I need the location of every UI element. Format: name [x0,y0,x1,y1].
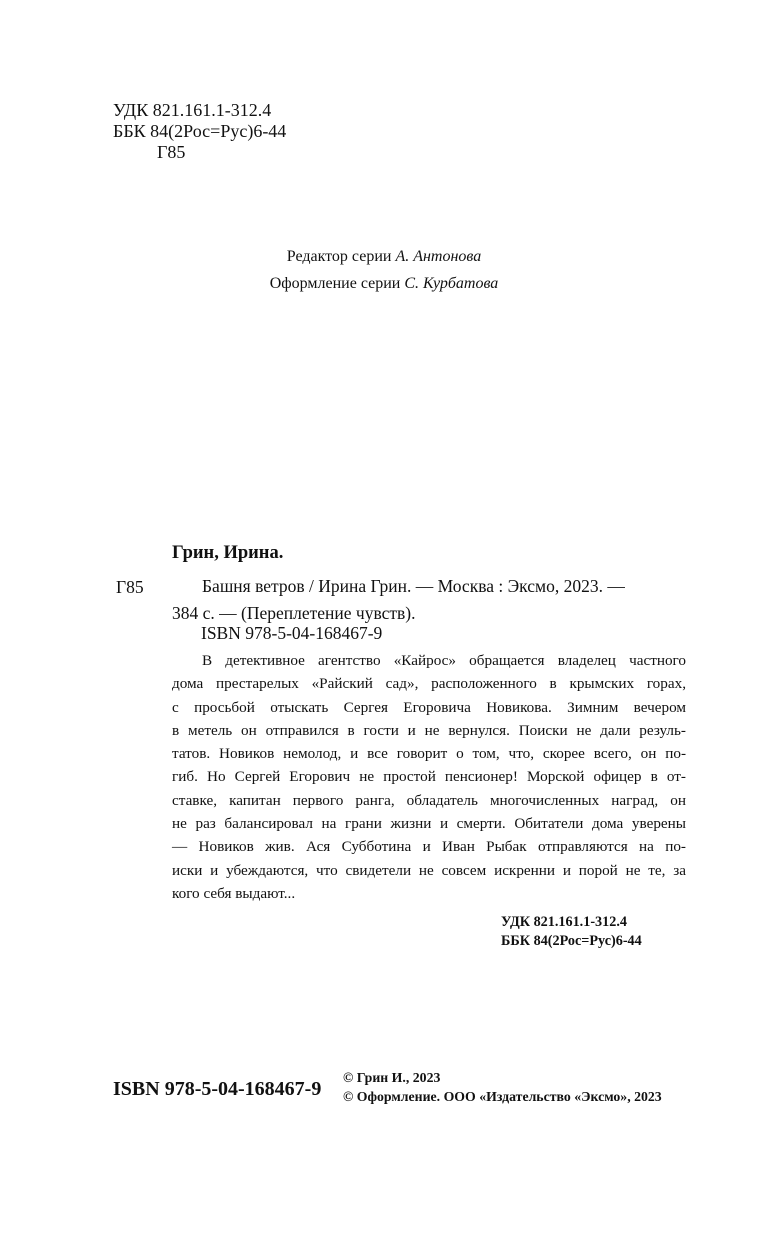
bbk-code: ББК 84(2Рос=Рус)6-44 [113,121,287,141]
description-line: Башня ветров / Ирина Грин. — Москва : Эксмо, 2023. — [202,576,625,596]
editor-name: А. Антонова [395,248,482,265]
annotation-line: В детективное агентство «Кайрос» обращается владелец частного [202,652,686,669]
author-heading: Грин, Ирина. [172,543,284,563]
annotation-line: с просьбой отыскать Сергея Егоровича Новикова. Зимним вечером [172,698,686,716]
annotation-line: иски и убеждаются, что свидетели не совсем искренни и порой не те, за [172,861,686,879]
udk-code: УДК 821.161.1-312.4 [113,100,272,120]
annotation-line: в метель он отправился в гости и не вернулся. Поиски не дали резуль- [172,721,686,739]
design-credit [0,270,768,297]
editor-label: Редактор серии [286,248,392,265]
description-line: 384 с. — (Переплетение чувств). [172,603,416,623]
copyright-author: © Грин И., 2023 [343,1070,441,1085]
series-credits [0,243,768,297]
bottom-bbk: ББК 84(2Рос=Рус)6-44 [501,933,642,949]
bibliographic-description [172,573,686,627]
classification-block [113,100,286,163]
copyright-design: © Оформление. ООО «Издательство «Эксмо», 2023 [343,1089,662,1104]
design-label: Оформление серии [269,275,401,292]
annotation-text [172,649,686,905]
author-mark: Г85 [157,142,186,162]
annotation-line: татов. Новиков немолод, и все говорит о том, что, скорее всего, он по- [172,745,686,763]
isbn-entry: ISBN 978-5-04-168467-9 [201,623,383,643]
annotation-line: дома престарелых «Райский сад», расположенного в крымских горах, [172,675,686,693]
annotation-line: не раз балансировал на грани жизни и смерти. Обитатели дома уверены [172,815,686,833]
annotation-line: кого себя выдают... [172,884,296,902]
editor-credit [0,243,768,270]
annotation-line: гиб. Но Сергей Егорович не простой пенсионер! Морской офицер в от- [172,768,686,786]
isbn-footer: ISBN 978-5-04-168467-9 [113,1078,322,1100]
bottom-udk: УДК 821.161.1-312.4 [501,914,627,930]
bottom-classification [501,913,642,951]
annotation-line: ставке, капитан первого ранга, обладатель многочисленных наград, он [172,791,686,809]
side-author-mark: Г85 [116,577,144,597]
design-name: С. Курбатова [404,275,499,292]
copyright-block [343,1068,662,1106]
annotation-line: — Новиков жив. Ася Субботина и Иван Рыбак отправляются на по- [172,838,686,856]
